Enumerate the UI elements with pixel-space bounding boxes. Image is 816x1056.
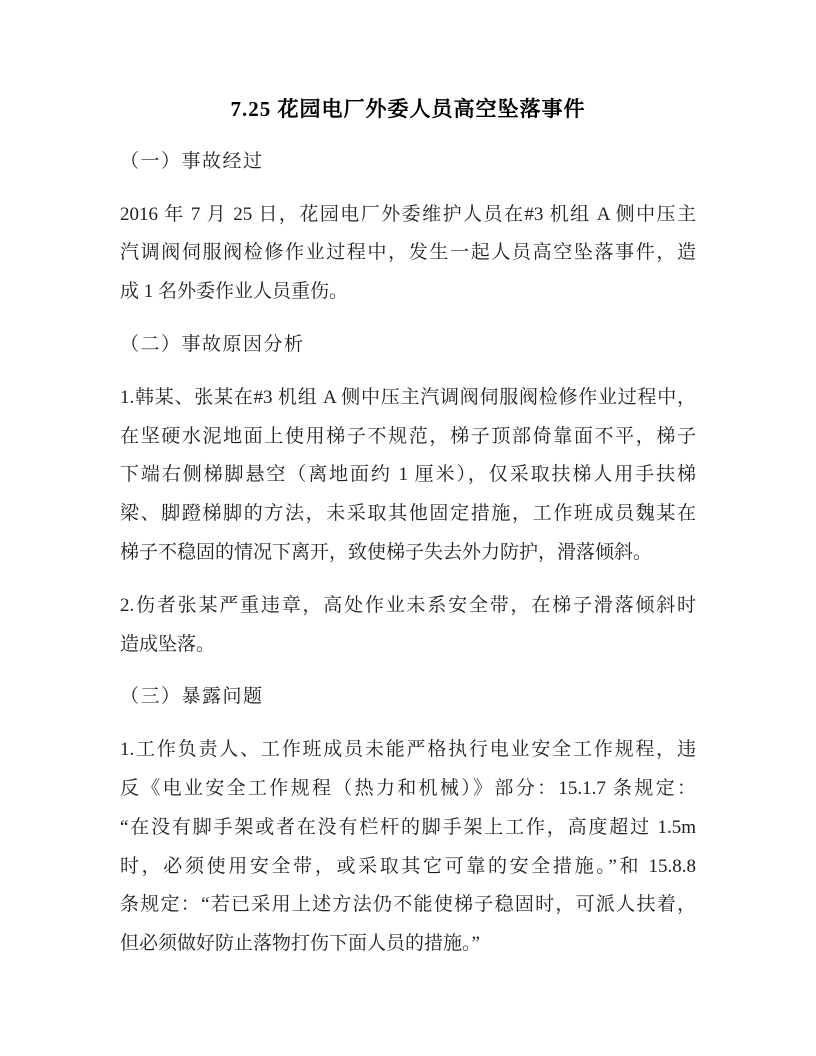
paragraph — [120, 196, 696, 312]
text-line: 条规定：“若已采用上述方法仍不能使梯子稳固时，可派人扶着， — [120, 894, 696, 916]
section-heading-2: （二）事故原因分析 — [120, 333, 305, 355]
text-line: 但必须做好防止落物打伤下面人员的措施。” — [120, 933, 480, 955]
text-line: 在坚硬水泥地面上使用梯子不规范，梯子顶部倚靠面不平，梯子 — [120, 425, 696, 447]
text-line: 下端右侧梯脚悬空（离地面约 1 厘米），仅采取扶梯人用手扶梯 — [120, 464, 696, 486]
text-line: 1.韩某、张某在#3 机组 A 侧中压主汽调阀伺服阀检修作业过程中， — [120, 386, 696, 408]
text-line: 1.工作负责人、工作班成员未能严格执行电业安全工作规程，违 — [120, 739, 696, 761]
paragraph — [120, 379, 696, 573]
text-line: 梁、脚蹬梯脚的方法，未采取其他固定措施，工作班成员魏某在 — [120, 503, 696, 525]
text-line: 造成坠落。 — [120, 633, 216, 655]
text-line: 汽调阀伺服阀检修作业过程中，发生一起人员高空坠落事件，造 — [120, 242, 696, 264]
section-heading-1: （一）事故经过 — [120, 150, 264, 172]
text-line: 梯子不稳固的情况下离开，致使梯子失去外力防护，滑落倾斜。 — [120, 541, 653, 563]
text-line: 成 1 名外委作业人员重伤。 — [120, 281, 349, 303]
text-line: 反《电业安全工作规程（热力和机械）》部分：15.1.7 条规定： — [120, 777, 696, 799]
text-line: 时，必须使用安全带，或采取其它可靠的安全措施。”和 15.8.8 — [120, 855, 696, 877]
text-line: 2.伤者张某严重违章，高处作业未系安全带，在梯子滑落倾斜时 — [120, 594, 696, 616]
paragraph — [120, 731, 696, 964]
paragraph — [120, 587, 696, 665]
document-title: 7.25 花园电厂外委人员高空坠落事件 — [230, 97, 586, 121]
text-line: 2016 年 7 月 25 日，花园电厂外委维护人员在#3 机组 A 侧中压主 — [120, 203, 696, 225]
text-line: “在没有脚手架或者在没有栏杆的脚手架上工作，高度超过 1.5m — [120, 816, 696, 838]
section-heading-3: （三）暴露问题 — [120, 686, 264, 708]
